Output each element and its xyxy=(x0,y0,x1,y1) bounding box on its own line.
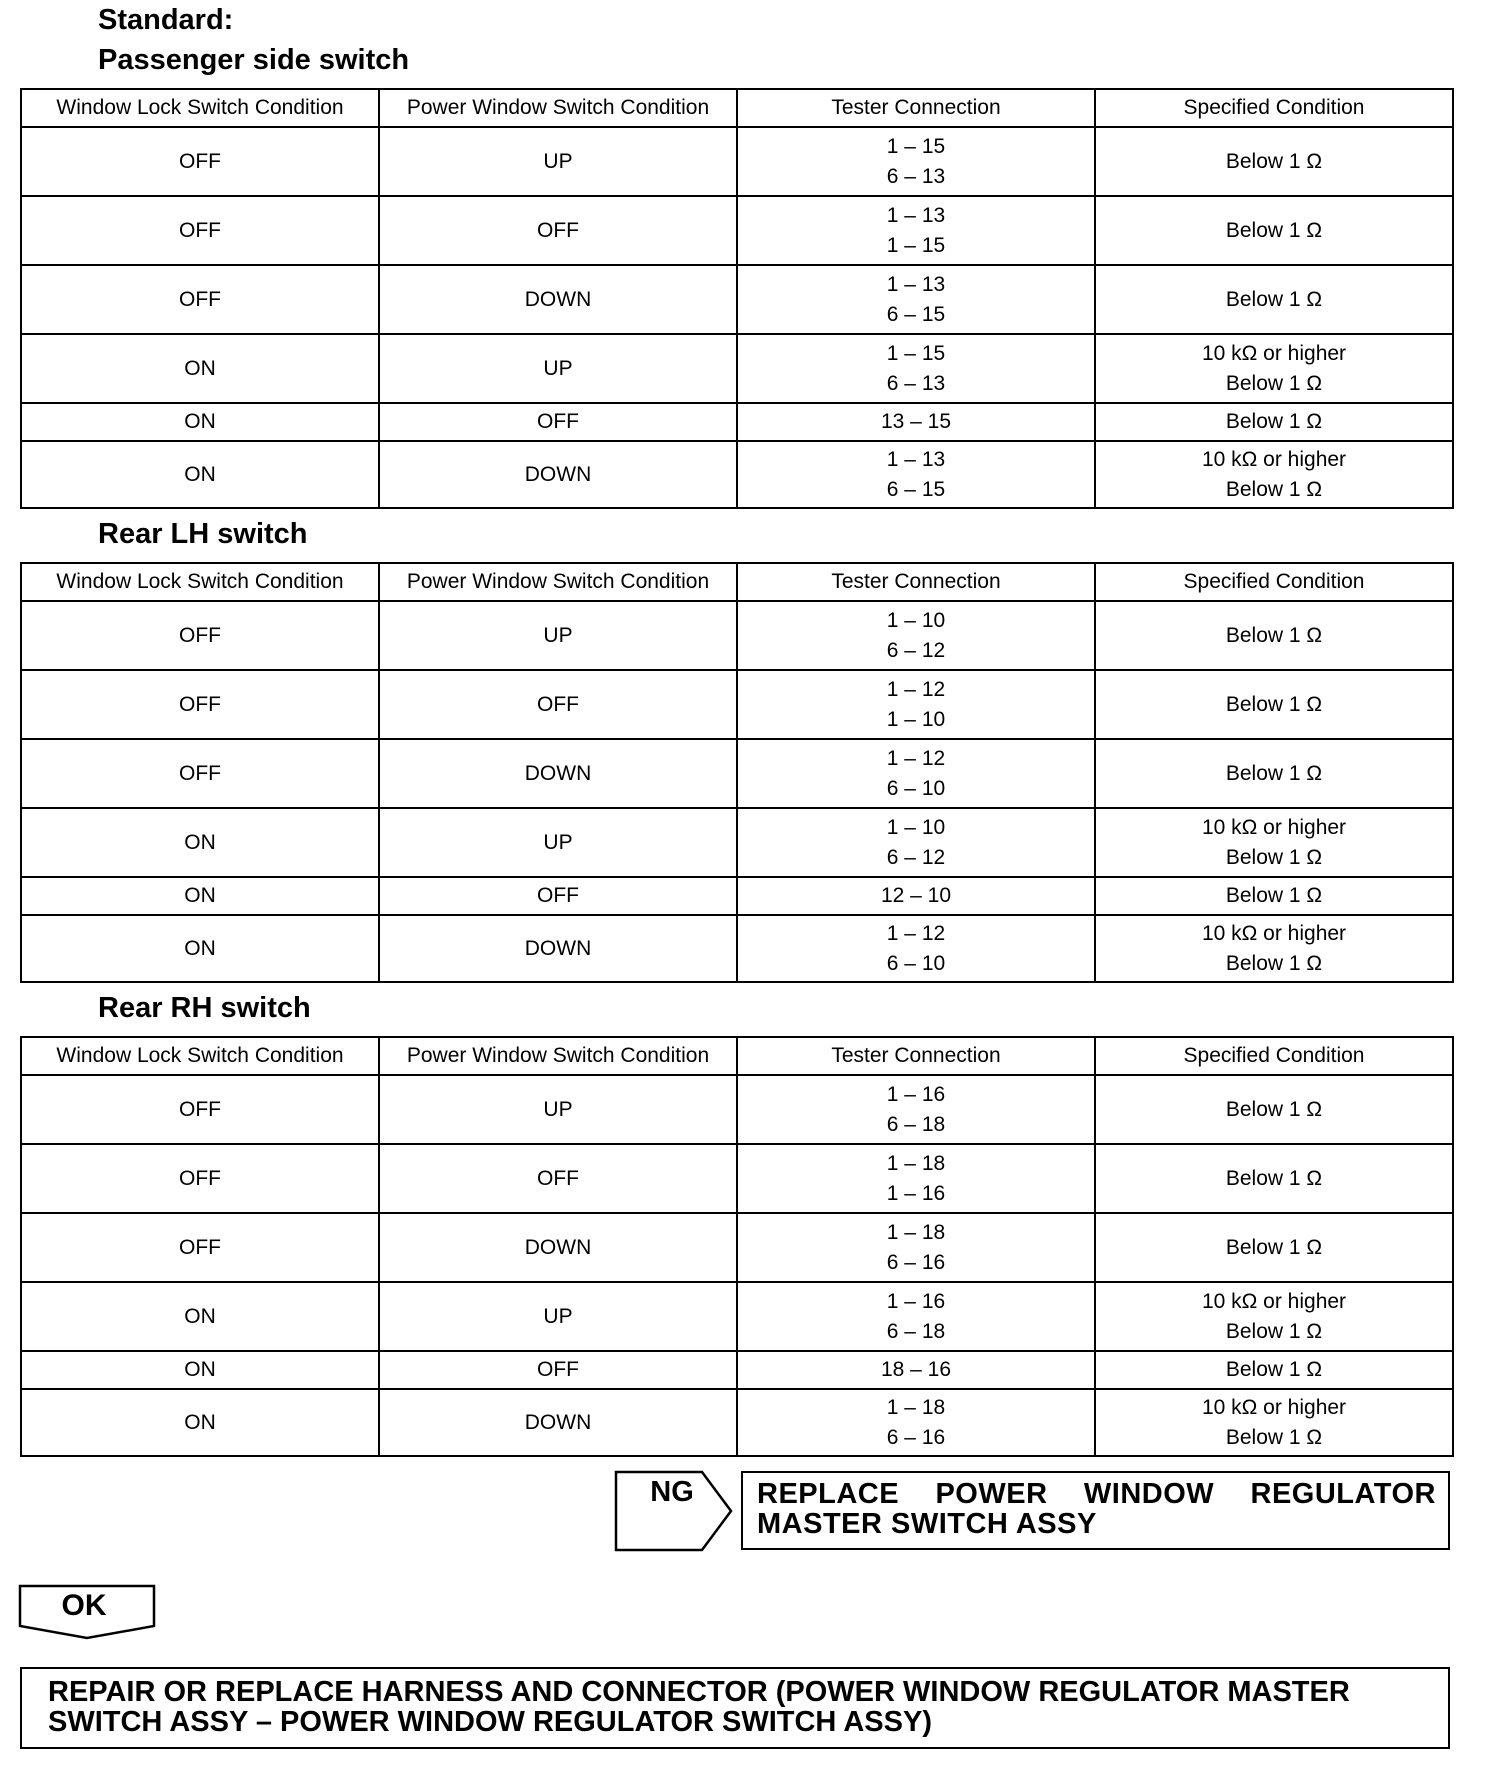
table-row xyxy=(21,601,1453,670)
cell-lock-condition: OFF xyxy=(21,127,379,196)
cell-specified-condition xyxy=(1095,601,1453,670)
table-row xyxy=(21,441,1453,508)
cell-specified-condition xyxy=(1095,1282,1453,1351)
cell-power-condition: DOWN xyxy=(379,1389,737,1456)
cell-specified-condition-line: Below 1 Ω xyxy=(1225,623,1323,647)
cell-specified-condition-line: Below 1 Ω xyxy=(1225,1235,1323,1259)
cell-tester-connection xyxy=(737,739,1095,808)
cell-lock-condition: ON xyxy=(21,441,379,508)
cell-tester-connection xyxy=(737,670,1095,739)
cell-tester-connection-line: 12 – 10 xyxy=(880,884,952,907)
cell-tester-connection-line: 18 – 16 xyxy=(880,1358,952,1381)
table-row xyxy=(21,1389,1453,1456)
cell-lock-condition: ON xyxy=(21,915,379,982)
cell-power-condition: DOWN xyxy=(379,441,737,508)
repair-line2: SWITCH ASSY – POWER WINDOW REGULATOR SWITCH ASSY) xyxy=(48,1706,932,1738)
col-header-tester: Tester Connection xyxy=(737,89,1095,127)
cell-specified-condition-line: Below 1 Ω xyxy=(1225,149,1323,173)
header-row xyxy=(21,89,1453,127)
cell-tester-connection-line: 1 – 18 xyxy=(886,1395,946,1419)
cell-specified-condition-line: Below 1 Ω xyxy=(1225,1425,1323,1449)
cell-specified-condition-line: Below 1 Ω xyxy=(1225,884,1323,907)
ok-label: OK xyxy=(61,1589,107,1622)
cell-specified-condition-line: Below 1 Ω xyxy=(1225,410,1323,433)
cell-tester-connection-line: 6 – 12 xyxy=(886,845,946,869)
ng-label: NG xyxy=(650,1476,694,1508)
cell-tester-connection-line: 1 – 18 xyxy=(886,1151,946,1175)
cell-power-condition: UP xyxy=(379,808,737,877)
table-row xyxy=(21,739,1453,808)
cell-lock-condition: ON xyxy=(21,877,379,915)
ng-action-box xyxy=(741,1471,1450,1550)
cell-specified-condition xyxy=(1095,1351,1453,1389)
cell-tester-connection-line: 1 – 15 xyxy=(886,341,946,365)
col-header-lock: Window Lock Switch Condition xyxy=(21,89,379,127)
cell-tester-connection xyxy=(737,1144,1095,1213)
table-row xyxy=(21,670,1453,739)
cell-tester-connection xyxy=(737,915,1095,982)
cell-lock-condition: ON xyxy=(21,1389,379,1456)
table-row xyxy=(21,127,1453,196)
cell-specified-condition xyxy=(1095,1144,1453,1213)
table-row xyxy=(21,1282,1453,1351)
cell-tester-connection-line: 1 – 13 xyxy=(886,447,946,471)
cell-power-condition: DOWN xyxy=(379,915,737,982)
col-header-spec: Specified Condition xyxy=(1095,1037,1453,1075)
cell-specified-condition-line: Below 1 Ω xyxy=(1225,1166,1323,1190)
cell-specified-condition-line: Below 1 Ω xyxy=(1225,371,1323,395)
cell-tester-connection-line: 13 – 15 xyxy=(880,410,952,433)
cell-power-condition: DOWN xyxy=(379,739,737,808)
cell-tester-connection xyxy=(737,196,1095,265)
cell-power-condition: OFF xyxy=(379,1144,737,1213)
cell-lock-condition: ON xyxy=(21,334,379,403)
cell-tester-connection-line: 1 – 16 xyxy=(886,1289,946,1313)
cell-tester-connection-line: 1 – 15 xyxy=(886,134,946,158)
spec-table-passenger xyxy=(20,88,1454,509)
cell-lock-condition: ON xyxy=(21,1282,379,1351)
section-title-passenger: Passenger side switch xyxy=(98,44,410,76)
cell-tester-connection xyxy=(737,265,1095,334)
cell-tester-connection xyxy=(737,1351,1095,1389)
cell-tester-connection-line: 1 – 12 xyxy=(886,746,946,770)
table-body xyxy=(21,127,1453,508)
cell-specified-condition xyxy=(1095,1389,1453,1456)
cell-tester-connection-line: 6 – 12 xyxy=(886,638,946,662)
standard-label: Standard: xyxy=(98,4,234,36)
cell-power-condition: UP xyxy=(379,334,737,403)
cell-specified-condition-line: 10 kΩ or higher xyxy=(1201,1395,1347,1419)
cell-tester-connection-line: 1 – 10 xyxy=(886,608,946,632)
cell-power-condition: DOWN xyxy=(379,1213,737,1282)
cell-tester-connection-line: 1 – 12 xyxy=(886,677,946,701)
repair-line1: REPAIR OR REPLACE HARNESS AND CONNECTOR (POWER WINDOW REGULATOR MASTER xyxy=(48,1676,1350,1708)
cell-specified-condition xyxy=(1095,808,1453,877)
ng-action-line1: REPLACE POWER WINDOW REGULATOR xyxy=(757,1478,1436,1510)
cell-specified-condition xyxy=(1095,1213,1453,1282)
spec-table-rear-lh xyxy=(20,562,1454,983)
section-title-rear-rh: Rear RH switch xyxy=(98,992,311,1024)
cell-tester-connection-line: 1 – 16 xyxy=(886,1181,946,1205)
cell-specified-condition xyxy=(1095,334,1453,403)
cell-tester-connection-line: 6 – 13 xyxy=(886,371,946,395)
cell-lock-condition: OFF xyxy=(21,739,379,808)
cell-specified-condition-line: 10 kΩ or higher xyxy=(1201,341,1347,365)
cell-specified-condition-line: Below 1 Ω xyxy=(1225,1358,1323,1381)
cell-specified-condition xyxy=(1095,915,1453,982)
cell-tester-connection-line: 1 – 18 xyxy=(886,1220,946,1244)
cell-specified-condition-line: Below 1 Ω xyxy=(1225,845,1323,869)
cell-tester-connection-line: 6 – 16 xyxy=(886,1425,946,1449)
cell-tester-connection-line: 1 – 10 xyxy=(886,707,946,731)
cell-specified-condition xyxy=(1095,127,1453,196)
cell-lock-condition: OFF xyxy=(21,1213,379,1282)
cell-specified-condition-line: Below 1 Ω xyxy=(1225,951,1323,975)
cell-tester-connection-line: 6 – 15 xyxy=(886,477,946,501)
cell-lock-condition: OFF xyxy=(21,196,379,265)
cell-tester-connection-line: 6 – 10 xyxy=(886,951,946,975)
cell-specified-condition-line: 10 kΩ or higher xyxy=(1201,921,1347,945)
cell-tester-connection-line: 1 – 10 xyxy=(886,815,946,839)
table-row xyxy=(21,1213,1453,1282)
cell-lock-condition: ON xyxy=(21,808,379,877)
table-body xyxy=(21,1075,1453,1456)
cell-specified-condition-line: Below 1 Ω xyxy=(1225,218,1323,242)
ng-action-line2: MASTER SWITCH ASSY xyxy=(757,1508,1097,1540)
cell-tester-connection xyxy=(737,877,1095,915)
table-row xyxy=(21,1351,1453,1389)
cell-tester-connection-line: 6 – 18 xyxy=(886,1112,946,1136)
cell-power-condition: OFF xyxy=(379,196,737,265)
cell-power-condition: UP xyxy=(379,601,737,670)
table-row xyxy=(21,334,1453,403)
cell-tester-connection xyxy=(737,1389,1095,1456)
cell-tester-connection xyxy=(737,441,1095,508)
cell-specified-condition-line: 10 kΩ or higher xyxy=(1201,815,1347,839)
cell-specified-condition-line: Below 1 Ω xyxy=(1225,287,1323,311)
col-header-lock: Window Lock Switch Condition xyxy=(21,1037,379,1075)
cell-tester-connection xyxy=(737,127,1095,196)
cell-lock-condition: OFF xyxy=(21,1144,379,1213)
cell-specified-condition xyxy=(1095,196,1453,265)
cell-specified-condition xyxy=(1095,670,1453,739)
cell-lock-condition: OFF xyxy=(21,1075,379,1144)
cell-specified-condition xyxy=(1095,877,1453,915)
cell-tester-connection-line: 1 – 16 xyxy=(886,1082,946,1106)
cell-lock-condition: OFF xyxy=(21,265,379,334)
col-header-power: Power Window Switch Condition xyxy=(379,89,737,127)
cell-specified-condition xyxy=(1095,403,1453,441)
table-row xyxy=(21,196,1453,265)
col-header-tester: Tester Connection xyxy=(737,563,1095,601)
cell-power-condition: UP xyxy=(379,127,737,196)
cell-tester-connection xyxy=(737,334,1095,403)
cell-power-condition: OFF xyxy=(379,403,737,441)
cell-tester-connection xyxy=(737,1282,1095,1351)
spec-table-rear-rh xyxy=(20,1036,1454,1457)
col-header-spec: Specified Condition xyxy=(1095,89,1453,127)
header-row xyxy=(21,563,1453,601)
cell-tester-connection-line: 1 – 12 xyxy=(886,921,946,945)
repair-action-box xyxy=(20,1667,1450,1749)
col-header-spec: Specified Condition xyxy=(1095,563,1453,601)
cell-specified-condition-line: Below 1 Ω xyxy=(1225,1319,1323,1343)
cell-tester-connection xyxy=(737,1075,1095,1144)
cell-tester-connection xyxy=(737,601,1095,670)
cell-power-condition: OFF xyxy=(379,1351,737,1389)
table-row xyxy=(21,877,1453,915)
section-title-rear-lh: Rear LH switch xyxy=(98,518,308,550)
cell-lock-condition: OFF xyxy=(21,601,379,670)
table-row xyxy=(21,1144,1453,1213)
cell-specified-condition-line: Below 1 Ω xyxy=(1225,692,1323,716)
header-row xyxy=(21,1037,1453,1075)
cell-specified-condition xyxy=(1095,739,1453,808)
cell-specified-condition-line: 10 kΩ or higher xyxy=(1201,1289,1347,1313)
table-row xyxy=(21,403,1453,441)
col-header-power: Power Window Switch Condition xyxy=(379,563,737,601)
cell-specified-condition-line: 10 kΩ or higher xyxy=(1201,447,1347,471)
cell-tester-connection-line: 1 – 15 xyxy=(886,233,946,257)
cell-lock-condition: ON xyxy=(21,1351,379,1389)
table-body xyxy=(21,601,1453,982)
table-row xyxy=(21,1075,1453,1144)
col-header-lock: Window Lock Switch Condition xyxy=(21,563,379,601)
cell-power-condition: OFF xyxy=(379,670,737,739)
cell-tester-connection-line: 6 – 16 xyxy=(886,1250,946,1274)
cell-specified-condition-line: Below 1 Ω xyxy=(1225,477,1323,501)
cell-tester-connection xyxy=(737,808,1095,877)
cell-tester-connection-line: 6 – 13 xyxy=(886,164,946,188)
cell-tester-connection xyxy=(737,403,1095,441)
cell-lock-condition: ON xyxy=(21,403,379,441)
col-header-power: Power Window Switch Condition xyxy=(379,1037,737,1075)
cell-specified-condition-line: Below 1 Ω xyxy=(1225,761,1323,785)
cell-power-condition: OFF xyxy=(379,877,737,915)
cell-power-condition: UP xyxy=(379,1075,737,1144)
cell-specified-condition xyxy=(1095,441,1453,508)
cell-tester-connection xyxy=(737,1213,1095,1282)
cell-tester-connection-line: 6 – 18 xyxy=(886,1319,946,1343)
cell-tester-connection-line: 6 – 15 xyxy=(886,302,946,326)
cell-power-condition: UP xyxy=(379,1282,737,1351)
cell-tester-connection-line: 6 – 10 xyxy=(886,776,946,800)
col-header-tester: Tester Connection xyxy=(737,1037,1095,1075)
cell-specified-condition-line: Below 1 Ω xyxy=(1225,1097,1323,1121)
cell-power-condition: DOWN xyxy=(379,265,737,334)
cell-tester-connection-line: 1 – 13 xyxy=(886,203,946,227)
cell-specified-condition xyxy=(1095,265,1453,334)
table-row xyxy=(21,915,1453,982)
cell-lock-condition: OFF xyxy=(21,670,379,739)
table-row xyxy=(21,808,1453,877)
table-row xyxy=(21,265,1453,334)
cell-tester-connection-line: 1 – 13 xyxy=(886,272,946,296)
cell-specified-condition xyxy=(1095,1075,1453,1144)
